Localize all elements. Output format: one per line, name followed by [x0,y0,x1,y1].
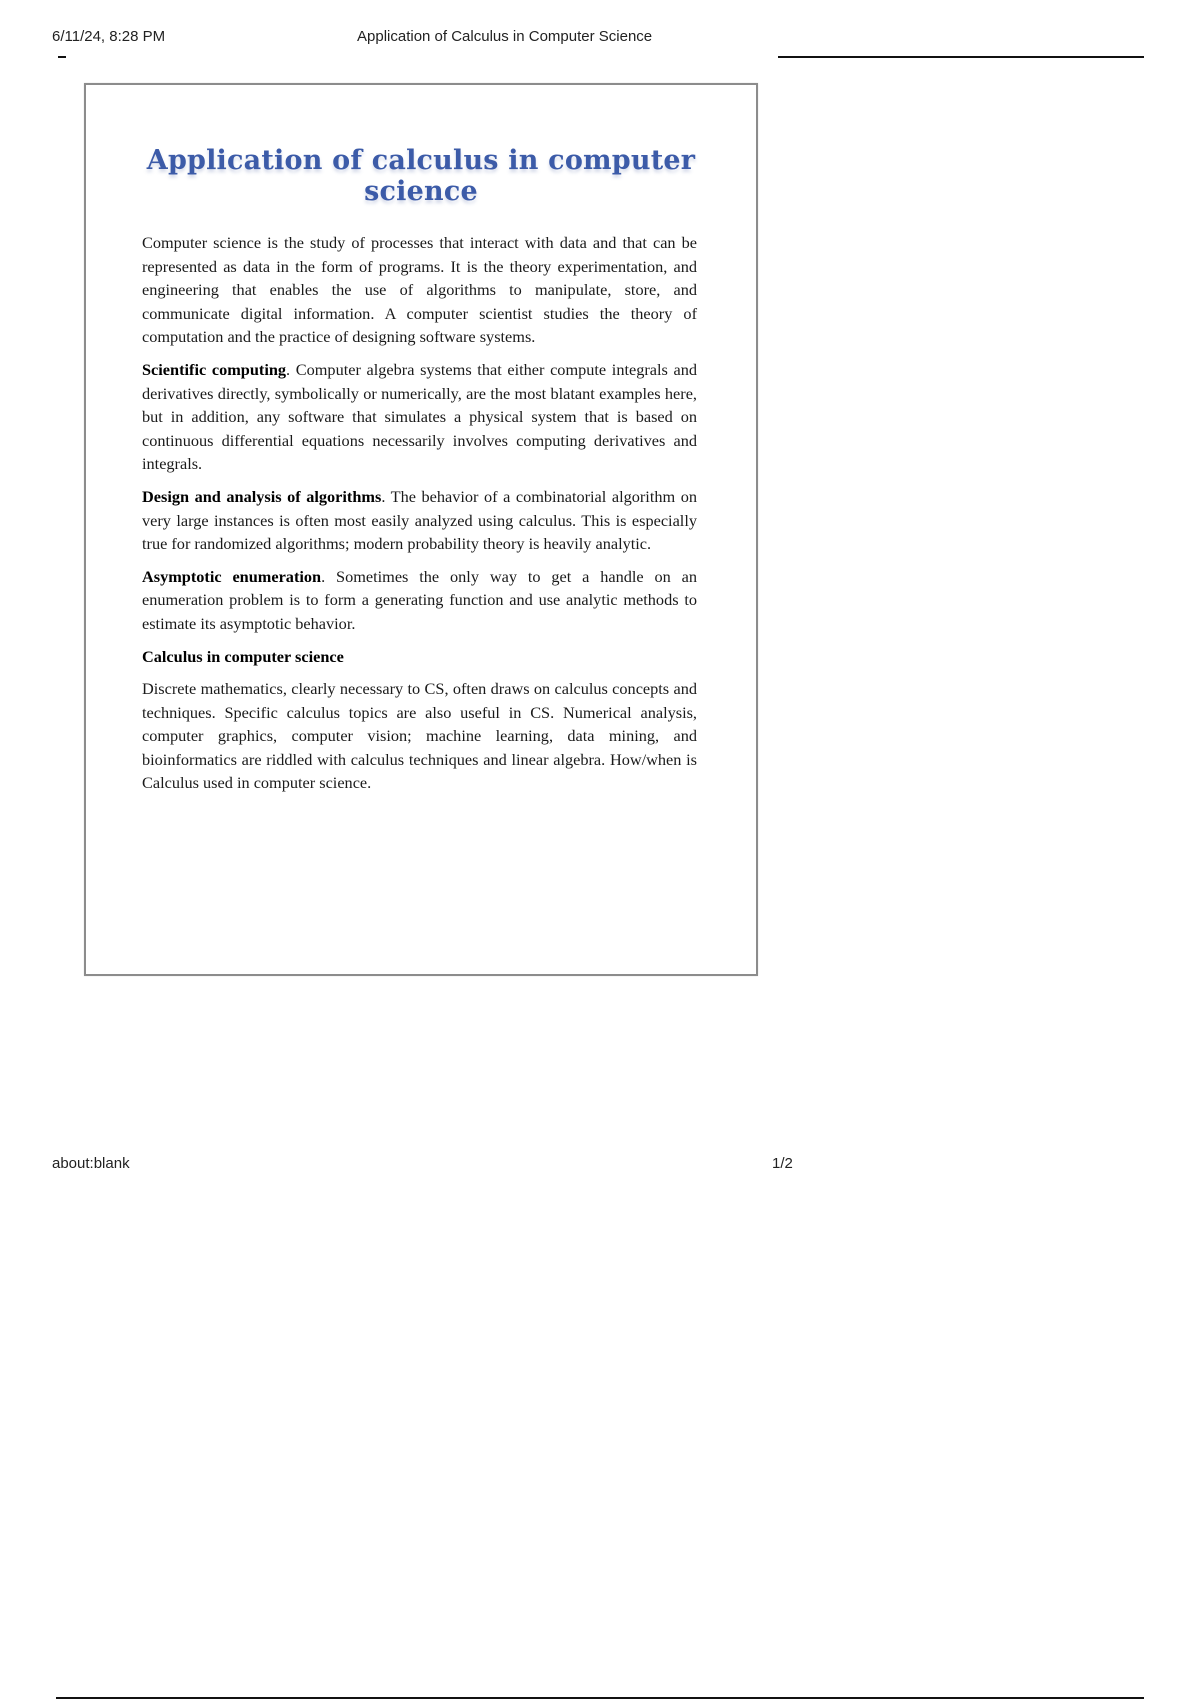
print-header-datetime: 6/11/24, 8:28 PM [52,28,166,45]
subheading: Calculus in computer science [142,646,344,666]
section-heading: Scientific computing [142,359,287,379]
closing-paragraph: Discrete mathematics, clearly necessary to CS, often draws on calculus concepts and techniques. Specific calculus topics are also useful in CS. Numerical analysis, computer graphics, computer vision; machine learning, data mining, and bioinformatics are riddled with calculus techniques and linear algebra. How/when is Calculus used in computer science. [142,679,697,793]
header-mark [58,56,66,58]
print-footer-url: about:blank [52,1155,130,1172]
print-header-title: Application of Calculus in Computer Science [357,28,653,45]
print-footer-page-number: 1/2 [772,1155,793,1172]
header-rule [778,56,1144,58]
section-heading: Design and analysis of algorithms [142,486,382,506]
section-asymptotic-enumeration [142,565,697,636]
document-image-frame [84,83,758,976]
section-text: . The behavior of a combinatorial algorithm on very large instances is often most easily analyzed using calculus. This is especially true for randomized algorithms; modern probability theory is heavily analytic. [142,486,697,554]
section-text: . Sometimes the only way to get a handle on an enumeration problem is to form a generating function and use analytic methods to estimate its asymptotic behavior. [142,566,697,633]
section-design-analysis [142,485,697,556]
section-heading: Asymptotic enumeration [142,566,322,586]
section-text: . Computer algebra systems that either compute integrals and derivatives directly, symbolically or numerically, are the most blatant examples here, but in addition, any software that simulates a physical system that is based on continuous differential equations necessarily involves computing derivatives and integrals. [142,359,698,474]
document-body [142,231,697,804]
bottom-rule [56,1697,1144,1699]
section-scientific-computing [142,358,697,476]
document-title: Application of calculus in computer science [146,145,696,207]
intro-paragraph: Computer science is the study of processes that interact with data and that can be represented as data in the form of programs. It is the theory experimentation, and engineering that enables the use of algorithms to manipulate, store, and communicate digital information. A computer scientist studies the theory of computation and the practice of designing software systems. [142,233,697,347]
